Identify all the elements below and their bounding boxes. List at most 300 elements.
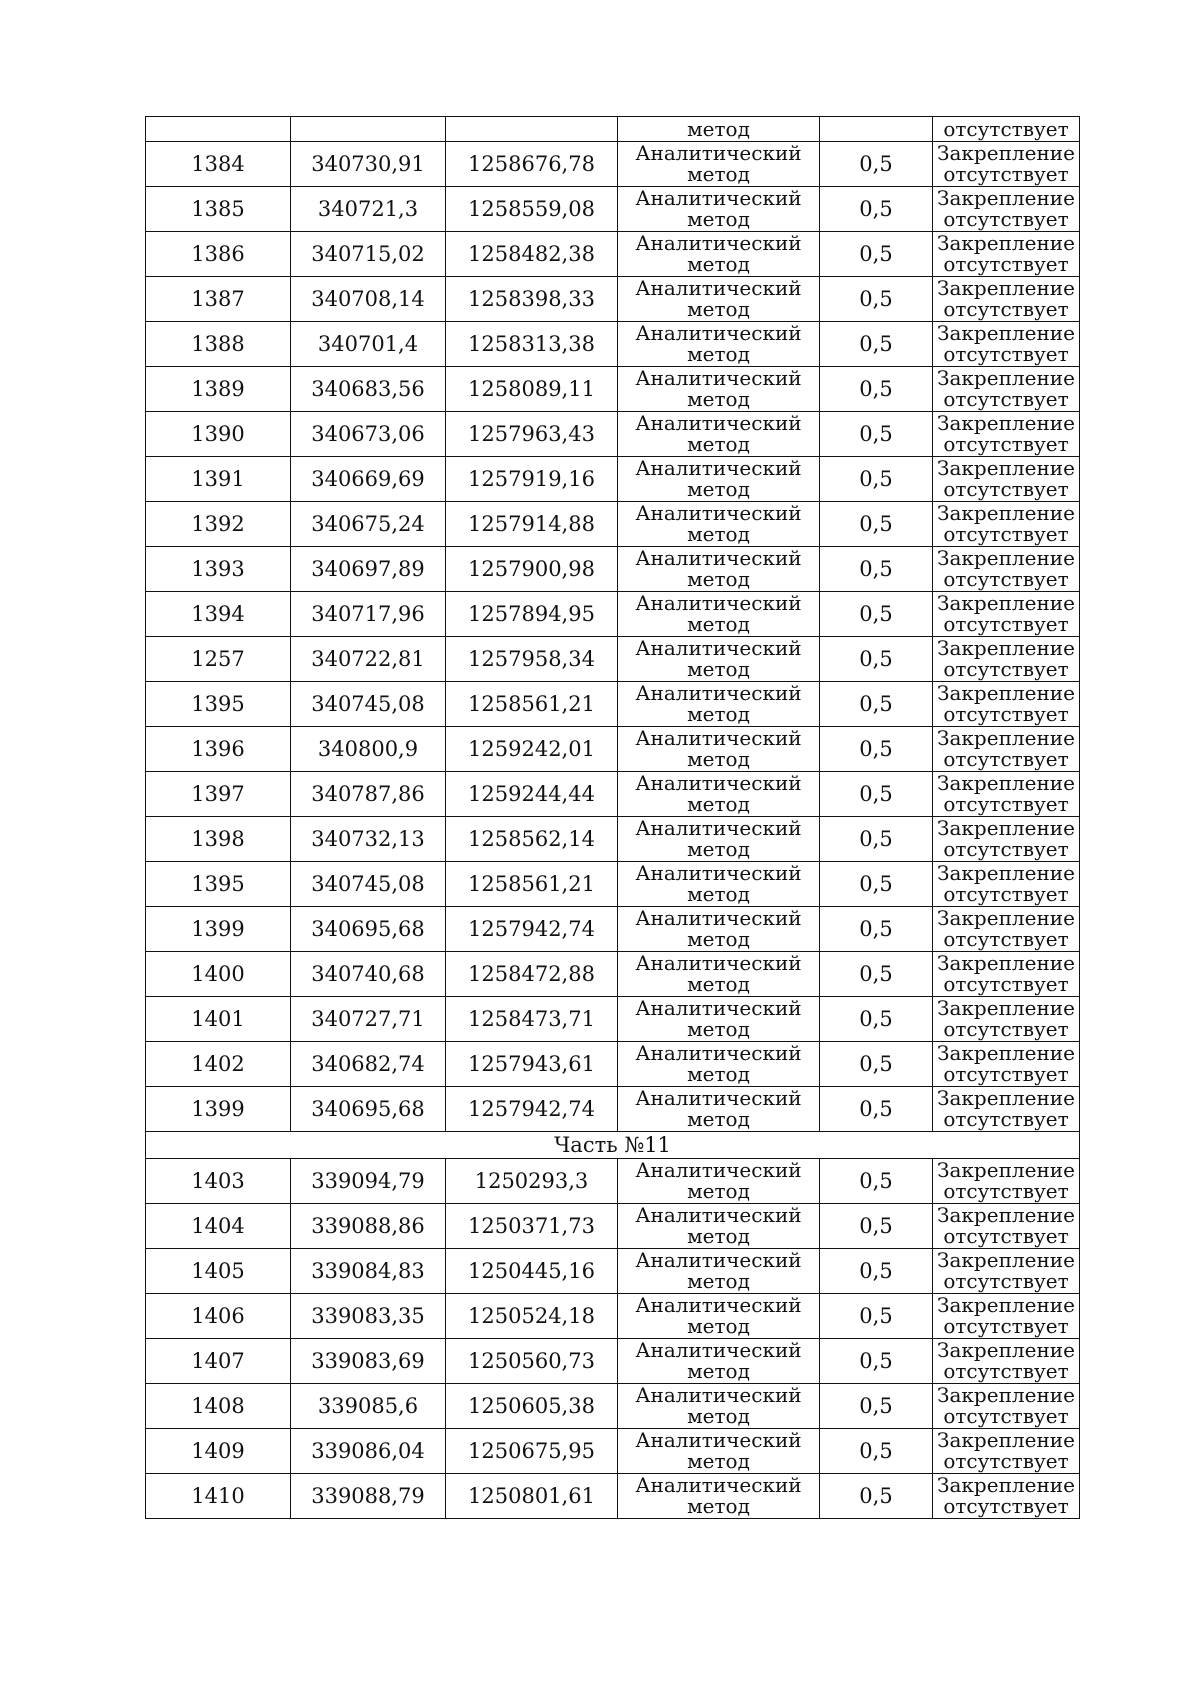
method-line-2: метод xyxy=(687,1314,750,1338)
method-cell xyxy=(618,997,820,1042)
x-coordinate-cell: 340695,68 xyxy=(291,1087,446,1132)
point-number-cell: 1401 xyxy=(146,997,291,1042)
point-number-cell: 1392 xyxy=(146,502,291,547)
fixing-line-2: отсутствует xyxy=(943,972,1069,996)
fixing-line-1: Закрепление xyxy=(937,906,1075,930)
error-cell: 0,5 xyxy=(820,1429,933,1474)
y-coordinate-cell: 1258561,21 xyxy=(446,682,618,727)
y-coordinate-cell: 1250605,38 xyxy=(446,1384,618,1429)
y-coordinate-cell: 1257942,74 xyxy=(446,1087,618,1132)
method-line-1: Аналитический xyxy=(635,591,802,615)
method-line-1: Аналитический xyxy=(635,546,802,570)
fixing-cell xyxy=(933,1087,1080,1132)
point-cell xyxy=(146,117,291,142)
table-row xyxy=(146,232,1080,277)
method-line-1: Аналитический xyxy=(635,501,802,525)
method-cell xyxy=(618,1249,820,1294)
point-number-cell: 1405 xyxy=(146,1249,291,1294)
fixing-line-2: отсутствует xyxy=(943,747,1069,771)
table-row xyxy=(146,907,1080,952)
method-cell xyxy=(618,817,820,862)
x-coordinate-cell: 340721,3 xyxy=(291,187,446,232)
method-line-2: метод xyxy=(687,1017,750,1041)
table-row xyxy=(146,1249,1080,1294)
fixing-cell xyxy=(933,457,1080,502)
error-cell: 0,5 xyxy=(820,907,933,952)
section-title: Часть №11 xyxy=(146,1132,1080,1159)
y-coordinate-cell: 1258559,08 xyxy=(446,187,618,232)
fixing-cell xyxy=(933,1249,1080,1294)
point-number-cell: 1407 xyxy=(146,1339,291,1384)
fixing-cell: отсутствует xyxy=(933,117,1080,142)
table-row xyxy=(146,592,1080,637)
fixing-cell xyxy=(933,1429,1080,1474)
point-number-cell: 1400 xyxy=(146,952,291,997)
method-cell xyxy=(618,1159,820,1204)
method-line-1: Аналитический xyxy=(635,726,802,750)
y-coordinate-cell: 1258089,11 xyxy=(446,367,618,412)
y-coordinate-cell: 1258676,78 xyxy=(446,142,618,187)
fixing-line-2: отсутствует xyxy=(943,837,1069,861)
method-line-1: Аналитический xyxy=(635,1473,802,1497)
table-row xyxy=(146,772,1080,817)
fixing-line-2: отсутствует xyxy=(943,702,1069,726)
x-coordinate-cell: 339088,79 xyxy=(291,1474,446,1519)
fixing-line-2: отсутствует xyxy=(943,657,1069,681)
table-row xyxy=(146,1294,1080,1339)
x-coordinate-cell: 340740,68 xyxy=(291,952,446,997)
method-line-2: метод xyxy=(687,1179,750,1203)
y-coordinate-cell: 1250293,3 xyxy=(446,1159,618,1204)
method-line-1: Аналитический xyxy=(635,816,802,840)
table-row xyxy=(146,682,1080,727)
error-cell: 0,5 xyxy=(820,817,933,862)
fixing-line-1: Закрепление xyxy=(937,1248,1075,1272)
y-coordinate-cell: 1257943,61 xyxy=(446,1042,618,1087)
table-row xyxy=(146,817,1080,862)
method-line-2: метод xyxy=(687,612,750,636)
fixing-line-2: отсутствует xyxy=(943,207,1069,231)
fixing-cell xyxy=(933,727,1080,772)
method-line-1: Аналитический xyxy=(635,1158,802,1182)
fixing-line-1: Закрепление xyxy=(937,276,1075,300)
method-line-2: метод xyxy=(687,747,750,771)
y-coordinate-cell: 1250675,95 xyxy=(446,1429,618,1474)
point-number-cell: 1389 xyxy=(146,367,291,412)
error-cell: 0,5 xyxy=(820,232,933,277)
fixing-line-2: отсутствует xyxy=(943,1494,1069,1518)
table-row xyxy=(146,547,1080,592)
table-row xyxy=(146,1429,1080,1474)
fixing-line-1: Закрепление xyxy=(937,456,1075,480)
fixing-line-2: отсутствует xyxy=(943,297,1069,321)
fixing-cell xyxy=(933,1384,1080,1429)
point-number-cell: 1410 xyxy=(146,1474,291,1519)
x-coordinate-cell: 340669,69 xyxy=(291,457,446,502)
y-coordinate-cell: 1258472,88 xyxy=(446,952,618,997)
error-cell: 0,5 xyxy=(820,727,933,772)
method-line-2: метод xyxy=(687,1449,750,1473)
fixing-cell xyxy=(933,232,1080,277)
method-line-1: Аналитический xyxy=(635,996,802,1020)
point-number-cell: 1399 xyxy=(146,1087,291,1132)
error-cell: 0,5 xyxy=(820,547,933,592)
y-coordinate-cell: 1250524,18 xyxy=(446,1294,618,1339)
fixing-line-1: Закрепление xyxy=(937,321,1075,345)
method-line-2: метод xyxy=(687,252,750,276)
fixing-cell xyxy=(933,1294,1080,1339)
error-cell: 0,5 xyxy=(820,1474,933,1519)
method-line-1: Аналитический xyxy=(635,186,802,210)
fixing-line-1: Закрепление xyxy=(937,366,1075,390)
fixing-line-2: отсутствует xyxy=(943,342,1069,366)
method-line-1: Аналитический xyxy=(635,141,802,165)
y-coordinate-cell: 1259244,44 xyxy=(446,772,618,817)
table-row xyxy=(146,142,1080,187)
fixing-cell xyxy=(933,637,1080,682)
method-line-2: метод xyxy=(687,522,750,546)
fixing-line-2: отсутствует xyxy=(943,432,1069,456)
fixing-cell xyxy=(933,592,1080,637)
fixing-cell xyxy=(933,412,1080,457)
fixing-line-1: Закрепление xyxy=(937,411,1075,435)
x-coordinate-cell: 339083,35 xyxy=(291,1294,446,1339)
fixing-line-2: отсутствует xyxy=(943,252,1069,276)
x-coordinate-cell: 340682,74 xyxy=(291,1042,446,1087)
point-number-cell: 1385 xyxy=(146,187,291,232)
point-number-cell: 1403 xyxy=(146,1159,291,1204)
fixing-line-1: Закрепление xyxy=(937,636,1075,660)
table-row xyxy=(146,1474,1080,1519)
y-coordinate-cell: 1250445,16 xyxy=(446,1249,618,1294)
y-coordinate-cell: 1250801,61 xyxy=(446,1474,618,1519)
table-row xyxy=(146,367,1080,412)
error-cell: 0,5 xyxy=(820,1249,933,1294)
fixing-line-2: отсутствует xyxy=(943,162,1069,186)
method-cell xyxy=(618,457,820,502)
method-line-1: Аналитический xyxy=(635,636,802,660)
point-number-cell: 1406 xyxy=(146,1294,291,1339)
method-line-2: метод xyxy=(687,927,750,951)
method-cell xyxy=(618,1087,820,1132)
fixing-cell xyxy=(933,907,1080,952)
fixing-line-1: Закрепление xyxy=(937,1428,1075,1452)
section-row xyxy=(146,1132,1080,1159)
fixing-cell xyxy=(933,277,1080,322)
y-coordinate-cell: 1257919,16 xyxy=(446,457,618,502)
x-cell xyxy=(291,117,446,142)
point-number-cell: 1393 xyxy=(146,547,291,592)
fixing-cell xyxy=(933,862,1080,907)
method-line-2: метод xyxy=(687,1494,750,1518)
fixing-line-1: Закрепление xyxy=(937,816,1075,840)
point-number-cell: 1397 xyxy=(146,772,291,817)
error-cell: 0,5 xyxy=(820,1159,933,1204)
fixing-line-1: Закрепление xyxy=(937,1473,1075,1497)
fixing-line-1: Закрепление xyxy=(937,1086,1075,1110)
y-coordinate-cell: 1258482,38 xyxy=(446,232,618,277)
point-number-cell: 1391 xyxy=(146,457,291,502)
method-cell xyxy=(618,1339,820,1384)
x-coordinate-cell: 340717,96 xyxy=(291,592,446,637)
coordinates-table-body xyxy=(146,117,1080,1519)
method-cell xyxy=(618,1429,820,1474)
fixing-line-1: Закрепление xyxy=(937,1338,1075,1362)
error-cell: 0,5 xyxy=(820,637,933,682)
method-line-2: метод xyxy=(687,702,750,726)
error-cell: 0,5 xyxy=(820,367,933,412)
method-line-1: Аналитический xyxy=(635,321,802,345)
fixing-line-2: отсутствует xyxy=(943,792,1069,816)
table-row xyxy=(146,1042,1080,1087)
x-coordinate-cell: 340730,91 xyxy=(291,142,446,187)
fixing-line-2: отсутствует xyxy=(943,1224,1069,1248)
method-cell xyxy=(618,1474,820,1519)
table-row xyxy=(146,952,1080,997)
x-coordinate-cell: 339084,83 xyxy=(291,1249,446,1294)
method-cell xyxy=(618,592,820,637)
table-row xyxy=(146,727,1080,772)
y-coordinate-cell: 1257942,74 xyxy=(446,907,618,952)
fixing-line-1: Закрепление xyxy=(937,996,1075,1020)
method-line-1: Аналитический xyxy=(635,906,802,930)
fixing-line-2: отсутствует xyxy=(943,1107,1069,1131)
table-row xyxy=(146,1204,1080,1249)
method-line-1: Аналитический xyxy=(635,276,802,300)
error-cell: 0,5 xyxy=(820,952,933,997)
error-cell: 0,5 xyxy=(820,1294,933,1339)
fixing-cell xyxy=(933,547,1080,592)
method-line-2: метод xyxy=(687,882,750,906)
continuation-row xyxy=(146,117,1080,142)
fixing-line-1: Закрепление xyxy=(937,951,1075,975)
error-cell xyxy=(820,117,933,142)
fixing-line-1: Закрепление xyxy=(937,1158,1075,1182)
fixing-line-1: Закрепление xyxy=(937,546,1075,570)
x-coordinate-cell: 339088,86 xyxy=(291,1204,446,1249)
y-coordinate-cell: 1258562,14 xyxy=(446,817,618,862)
point-number-cell: 1257 xyxy=(146,637,291,682)
method-cell xyxy=(618,502,820,547)
error-cell: 0,5 xyxy=(820,502,933,547)
fixing-cell xyxy=(933,817,1080,862)
table-row xyxy=(146,1339,1080,1384)
fixing-line-2: отсутствует xyxy=(943,1359,1069,1383)
fixing-line-2: отсутствует xyxy=(943,1062,1069,1086)
point-number-cell: 1390 xyxy=(146,412,291,457)
point-number-cell: 1409 xyxy=(146,1429,291,1474)
method-line-1: Аналитический xyxy=(635,1248,802,1272)
x-coordinate-cell: 340708,14 xyxy=(291,277,446,322)
x-coordinate-cell: 340701,4 xyxy=(291,322,446,367)
point-number-cell: 1387 xyxy=(146,277,291,322)
method-cell xyxy=(618,142,820,187)
method-line-2: метод xyxy=(687,297,750,321)
method-line-2: метод xyxy=(687,1224,750,1248)
error-cell: 0,5 xyxy=(820,277,933,322)
method-line-2: метод xyxy=(687,1269,750,1293)
y-coordinate-cell: 1258561,21 xyxy=(446,862,618,907)
error-cell: 0,5 xyxy=(820,1204,933,1249)
table-row xyxy=(146,322,1080,367)
x-coordinate-cell: 340745,08 xyxy=(291,682,446,727)
error-cell: 0,5 xyxy=(820,1087,933,1132)
method-line-1: Аналитический xyxy=(635,1338,802,1362)
method-cell xyxy=(618,727,820,772)
fixing-line-2: отсутствует xyxy=(943,1449,1069,1473)
method-cell xyxy=(618,187,820,232)
y-coordinate-cell: 1257958,34 xyxy=(446,637,618,682)
fixing-line-1: Закрепление xyxy=(937,681,1075,705)
fixing-line-2: отсутствует xyxy=(943,1404,1069,1428)
method-line-2: метод xyxy=(687,1359,750,1383)
method-line-1: Аналитический xyxy=(635,411,802,435)
fixing-line-1: Закрепление xyxy=(937,861,1075,885)
x-coordinate-cell: 340697,89 xyxy=(291,547,446,592)
point-number-cell: 1386 xyxy=(146,232,291,277)
table-row xyxy=(146,457,1080,502)
method-cell xyxy=(618,412,820,457)
method-line-2: метод xyxy=(687,657,750,681)
method-cell xyxy=(618,1294,820,1339)
fixing-line-2: отсутствует xyxy=(943,927,1069,951)
table-row xyxy=(146,1087,1080,1132)
method-cell: метод xyxy=(618,117,820,142)
table-row xyxy=(146,862,1080,907)
point-number-cell: 1394 xyxy=(146,592,291,637)
fixing-line-1: Закрепление xyxy=(937,726,1075,750)
method-line-1: Аналитический xyxy=(635,1293,802,1317)
fixing-line-2: отсутствует xyxy=(943,1179,1069,1203)
x-coordinate-cell: 340722,81 xyxy=(291,637,446,682)
table-row xyxy=(146,187,1080,232)
error-cell: 0,5 xyxy=(820,862,933,907)
method-cell xyxy=(618,547,820,592)
fixing-line-2: отсутствует xyxy=(943,612,1069,636)
point-number-cell: 1399 xyxy=(146,907,291,952)
fixing-cell xyxy=(933,772,1080,817)
y-coordinate-cell: 1257963,43 xyxy=(446,412,618,457)
y-coordinate-cell: 1258398,33 xyxy=(446,277,618,322)
fixing-cell xyxy=(933,1339,1080,1384)
y-coordinate-cell: 1259242,01 xyxy=(446,727,618,772)
error-cell: 0,5 xyxy=(820,412,933,457)
method-cell xyxy=(618,772,820,817)
point-number-cell: 1398 xyxy=(146,817,291,862)
error-cell: 0,5 xyxy=(820,457,933,502)
method-line-1: Аналитический xyxy=(635,861,802,885)
x-coordinate-cell: 339083,69 xyxy=(291,1339,446,1384)
fixing-line-2: отсутствует xyxy=(943,522,1069,546)
table-row xyxy=(146,997,1080,1042)
fixing-cell xyxy=(933,1474,1080,1519)
method-cell xyxy=(618,367,820,412)
fixing-line-1: Закрепление xyxy=(937,1203,1075,1227)
x-coordinate-cell: 340787,86 xyxy=(291,772,446,817)
x-coordinate-cell: 340800,9 xyxy=(291,727,446,772)
x-coordinate-cell: 340745,08 xyxy=(291,862,446,907)
method-cell xyxy=(618,1042,820,1087)
point-number-cell: 1402 xyxy=(146,1042,291,1087)
method-line-1: Аналитический xyxy=(635,1041,802,1065)
error-cell: 0,5 xyxy=(820,592,933,637)
x-coordinate-cell: 339094,79 xyxy=(291,1159,446,1204)
method-line-2: метод xyxy=(687,162,750,186)
method-line-2: метод xyxy=(687,477,750,501)
fixing-cell xyxy=(933,502,1080,547)
method-line-2: метод xyxy=(687,1404,750,1428)
y-coordinate-cell: 1250560,73 xyxy=(446,1339,618,1384)
fixing-line-1: Закрепление xyxy=(937,231,1075,255)
method-cell xyxy=(618,952,820,997)
method-line-2: метод xyxy=(687,567,750,591)
fixing-line-2: отсутствует xyxy=(943,1017,1069,1041)
method-line-2: метод xyxy=(687,792,750,816)
fixing-line-1: Закрепление xyxy=(937,1293,1075,1317)
fixing-cell xyxy=(933,142,1080,187)
point-number-cell: 1408 xyxy=(146,1384,291,1429)
method-cell xyxy=(618,637,820,682)
fixing-cell xyxy=(933,367,1080,412)
fixing-cell xyxy=(933,682,1080,727)
method-line-1: Аналитический xyxy=(635,771,802,795)
x-coordinate-cell: 339086,04 xyxy=(291,1429,446,1474)
fixing-cell xyxy=(933,1042,1080,1087)
error-cell: 0,5 xyxy=(820,682,933,727)
y-coordinate-cell: 1257900,98 xyxy=(446,547,618,592)
x-coordinate-cell: 340727,71 xyxy=(291,997,446,1042)
fixing-cell xyxy=(933,952,1080,997)
fixing-line-1: Закрепление xyxy=(937,141,1075,165)
error-cell: 0,5 xyxy=(820,997,933,1042)
point-number-cell: 1395 xyxy=(146,862,291,907)
method-line-2: метод xyxy=(687,207,750,231)
table-row xyxy=(146,412,1080,457)
error-cell: 0,5 xyxy=(820,1339,933,1384)
x-coordinate-cell: 340675,24 xyxy=(291,502,446,547)
method-cell xyxy=(618,682,820,727)
error-cell: 0,5 xyxy=(820,322,933,367)
x-coordinate-cell: 340695,68 xyxy=(291,907,446,952)
method-line-1: Аналитический xyxy=(635,1383,802,1407)
point-number-cell: 1395 xyxy=(146,682,291,727)
fixing-line-2: отсутствует xyxy=(943,567,1069,591)
method-line-1: Аналитический xyxy=(635,366,802,390)
point-number-cell: 1404 xyxy=(146,1204,291,1249)
fixing-cell xyxy=(933,322,1080,367)
point-number-cell: 1396 xyxy=(146,727,291,772)
fixing-line-1: Закрепление xyxy=(937,186,1075,210)
error-cell: 0,5 xyxy=(820,772,933,817)
y-coordinate-cell: 1258473,71 xyxy=(446,997,618,1042)
fixing-line-2: отсутствует xyxy=(943,477,1069,501)
fixing-cell xyxy=(933,1159,1080,1204)
y-coordinate-cell: 1258313,38 xyxy=(446,322,618,367)
fixing-cell xyxy=(933,1204,1080,1249)
fixing-line-2: отсутствует xyxy=(943,387,1069,411)
y-coordinate-cell: 1250371,73 xyxy=(446,1204,618,1249)
error-cell: 0,5 xyxy=(820,187,933,232)
fixing-cell xyxy=(933,997,1080,1042)
method-cell xyxy=(618,862,820,907)
method-line-1: Аналитический xyxy=(635,456,802,480)
method-cell xyxy=(618,232,820,277)
y-coordinate-cell: 1257894,95 xyxy=(446,592,618,637)
table-row xyxy=(146,1159,1080,1204)
fixing-line-1: Закрепление xyxy=(937,1041,1075,1065)
fixing-line-1: Закрепление xyxy=(937,501,1075,525)
method-cell xyxy=(618,277,820,322)
